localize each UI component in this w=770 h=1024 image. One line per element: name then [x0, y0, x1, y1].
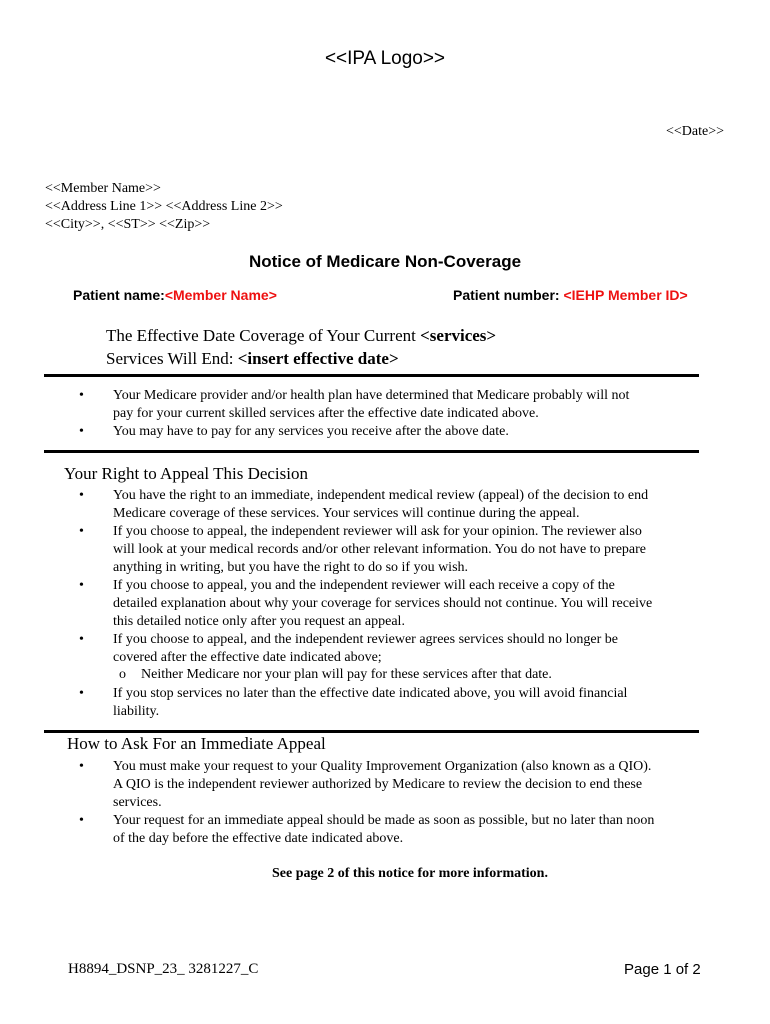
services-end-text: Services Will End:	[106, 349, 238, 368]
appeal-bullet-2-line-3: anything in writing, but you have the right to do so if you wish.	[113, 560, 469, 575]
appeal-bullet-4-line-1: If you choose to appeal, and the independent reviewer agrees services should no longer be	[113, 632, 618, 647]
appeal-bullet-2-line-1: If you choose to appeal, the independent reviewer will ask for your opinion. The reviewer also	[113, 524, 642, 539]
divider	[44, 450, 699, 453]
address-line: <<Address Line 1>> <<Address Line 2>>	[45, 199, 283, 214]
appeal-bullet-3-line-2: detailed explanation about why your coverage for services should not continue. You will receive	[113, 596, 653, 611]
effective-coverage-line	[106, 326, 496, 346]
bullet-marker: •	[79, 686, 84, 701]
divider	[44, 374, 699, 377]
services-placeholder: <services>	[420, 326, 497, 345]
ipa-logo-placeholder: <<IPA Logo>>	[324, 48, 446, 69]
sub-bullet-marker: o	[119, 667, 126, 682]
patient-name-label: Patient name:	[73, 287, 165, 303]
appeal-bullet-1-line-1: You have the right to an immediate, independent medical review (appeal) of the decision to end	[113, 488, 649, 503]
appeal-bullet-5-line-2: liability.	[113, 704, 160, 719]
effective-date-placeholder: <insert effective date>	[237, 349, 399, 368]
bullet-marker: •	[79, 388, 84, 403]
bullet-marker: •	[79, 632, 84, 647]
appeal-bullet-1-line-2: Medicare coverage of these services. Your services will continue during the appeal.	[113, 506, 580, 521]
services-end-line	[106, 349, 399, 369]
intro-bullet-2-line-1: You may have to pay for any services you receive after the above date.	[113, 424, 509, 439]
how-to-bullet-1-line-3: services.	[113, 795, 162, 810]
address-member-name: <<Member Name>>	[45, 181, 161, 196]
appeal-bullet-3-line-1: If you choose to appeal, you and the independent reviewer will each receive a copy of the	[113, 578, 615, 593]
patient-number-label: Patient number:	[453, 287, 564, 303]
appeal-section-heading: Your Right to Appeal This Decision	[64, 464, 308, 483]
bullet-marker: •	[79, 578, 84, 593]
patient-number-field	[453, 287, 688, 303]
appeal-bullet-5-line-1: If you stop services no later than the effective date indicated above, you will avoid financial	[113, 686, 628, 701]
patient-number-value: <IEHP Member ID>	[563, 287, 688, 303]
bullet-marker: •	[79, 488, 84, 503]
how-to-bullet-1-line-1: You must make your request to your Quality Improvement Organization (also known as a QIO).	[113, 759, 652, 774]
footer-form-code: H8894_DSNP_23_ 3281227_C	[68, 961, 259, 977]
bullet-marker: •	[79, 813, 84, 828]
appeal-bullet-2-line-2: will look at your medical records and/or other relevant information. You do not have to prepare	[113, 542, 647, 557]
intro-bullet-1-line-1: Your Medicare provider and/or health plan have determined that Medicare probably will not	[113, 388, 630, 403]
letter-date: <<Date>>	[665, 124, 724, 139]
notice-title: Notice of Medicare Non-Coverage	[248, 252, 522, 271]
effective-coverage-text: The Effective Date Coverage of Your Current	[106, 326, 421, 345]
how-to-bullet-2-line-1: Your request for an immediate appeal should be made as soon as possible, but no later than noon	[113, 813, 655, 828]
bullet-marker: •	[79, 424, 84, 439]
patient-name-value: <Member Name>	[164, 287, 277, 303]
patient-name-field	[73, 287, 277, 303]
bullet-marker: •	[79, 524, 84, 539]
appeal-bullet-4-line-2: covered after the effective date indicated above;	[113, 650, 382, 665]
how-to-bullet-1-line-2: A QIO is the independent reviewer authorized by Medicare to review the decision to end these	[113, 777, 643, 792]
see-page-2-note: See page 2 of this notice for more information.	[272, 866, 548, 881]
appeal-bullet-3-line-3: this detailed notice only after you request an appeal.	[113, 614, 405, 629]
intro-bullet-1-line-2: pay for your current skilled services after the effective date indicated above.	[113, 406, 539, 421]
appeal-sub-bullet: Neither Medicare nor your plan will pay for these services after that date.	[141, 667, 552, 682]
divider	[44, 730, 699, 733]
how-to-section-heading: How to Ask For an Immediate Appeal	[67, 734, 326, 753]
how-to-bullet-2-line-2: of the day before the effective date indicated above.	[113, 831, 404, 846]
bullet-marker: •	[79, 759, 84, 774]
footer-page-number: Page 1 of 2	[624, 961, 701, 978]
address-city-state-zip: <<City>>, <<ST>> <<Zip>>	[45, 217, 211, 232]
